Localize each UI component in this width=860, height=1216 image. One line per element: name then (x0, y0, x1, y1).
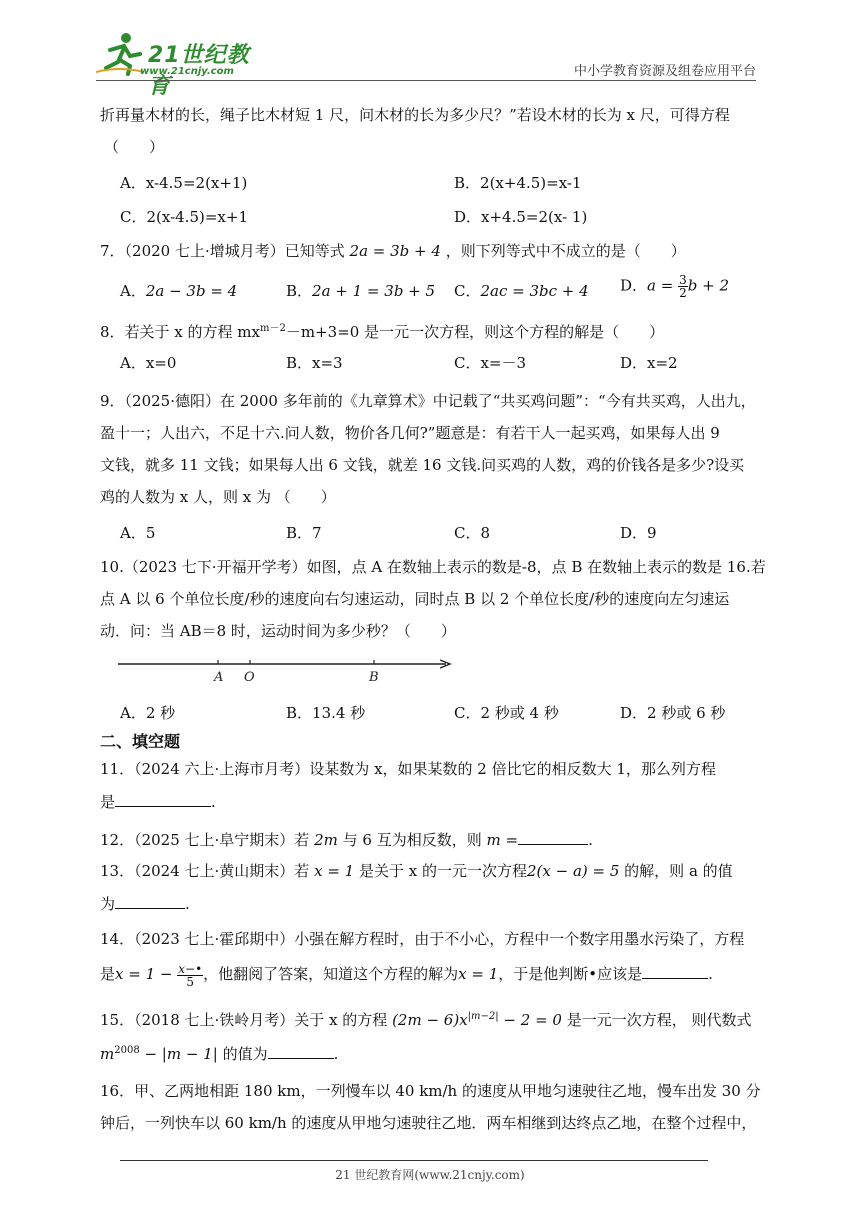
q15-line1 (100, 1006, 752, 1031)
q13-line1 (100, 860, 733, 882)
q14-end: . (708, 965, 713, 983)
q7-d-den: 2 (679, 286, 687, 300)
q9-option-c: C．8 (454, 524, 491, 542)
q10-option-b: B．13.4 秒 (286, 704, 366, 722)
q12-prefix: 12．（2025 七上·阜宁期末）若 (100, 831, 310, 849)
q14-num: x−• (178, 961, 203, 976)
q6-option-d: D．x+4.5=2(x- 1) (454, 208, 588, 226)
label-b: B (369, 670, 379, 685)
q9-line4: 鸡的人数为 x 人，则 x 为 （ ） (100, 488, 336, 506)
label-a: A (214, 670, 224, 685)
q7-b-math: 2a + 1 = 3b + 5 (312, 282, 436, 300)
q16-line2: 钟后，一列快车以 60 km/h 的速度从甲地匀速驶往乙地．两车相继到达终点乙地，在整个过程中， (100, 1114, 757, 1132)
q13-l2-suffix: . (185, 895, 190, 913)
q15-power: 2008 (114, 1045, 140, 1056)
q13-line2 (100, 892, 190, 915)
q12-stem (100, 828, 593, 851)
footer-text: 21 世纪教育网(www.21cnjy.com) (335, 1168, 525, 1182)
runner-logo-icon (96, 30, 144, 76)
q8-text-a: 8．若关于 x 的方程 mx (100, 323, 260, 341)
q6-line1: 折再量木材的长，绳子比木材短 1 尺，问木材的长为多少尺？”若设木材的长为 x 尺，可得方程 (100, 106, 730, 124)
section-title: 二、填空题 (100, 732, 181, 751)
q13-answer-blank[interactable] (115, 892, 185, 909)
number-line-figure (116, 652, 456, 688)
q9-line2: 盈十一；人出六，不足十六.问人数，物价各几何?”题意是：有若干人一起买鸡，如果每人出 9 (100, 424, 720, 442)
q12-suffix: . (588, 831, 593, 849)
q10-option-c: C．2 秒或 4 秒 (454, 704, 559, 722)
q11-line2 (100, 790, 216, 813)
q10-line2: 点 A 以 6 个单位长度/秒的速度向右匀速运动，同时点 B 以 2 个单位长度/秒的速度向左匀速运 (100, 590, 730, 608)
q7-d-num: 3 (679, 273, 687, 287)
q11-answer-blank[interactable] (115, 790, 211, 807)
q9-option-b: B．7 (286, 524, 322, 542)
q7-equation: 2a = 3b + 4 (349, 242, 441, 260)
q14-prefix: 是 (100, 965, 116, 983)
q10-line1: 10.（2023 七下·开福开学考）如图，点 A 在数轴上表示的数是-8，点 B 在数轴上表示的数是 16.若 (100, 558, 766, 576)
q15-eq-b: − 2 = 0 (503, 1011, 562, 1029)
footer-divider (120, 1160, 708, 1161)
q10-line3: 动．问：当 AB＝8 时，运动时间为多少秒？（ ） (100, 622, 456, 640)
site-logo (96, 30, 266, 99)
q10-option-d: D．2 秒或 6 秒 (620, 704, 726, 722)
page-header (0, 0, 860, 99)
logo-title: 21世纪教育 (148, 43, 250, 99)
q8-exp-rest: －2 (269, 323, 286, 334)
q13-mid: 是关于 x 的一元一次方程 (358, 862, 527, 880)
q9-line3: 文钱，就多 11 文钱；如果每人出 6 文钱，就差 16 文钱.问买鸡的人数，鸡的价钱各是多少?设买 (100, 456, 745, 474)
q14-line2 (100, 962, 713, 988)
q13-prefix: 13．（2024 七上·黄山期末）若 (100, 862, 310, 880)
q8-exp-m: m (260, 323, 270, 334)
q15-rest: − |m − 1| (144, 1045, 218, 1063)
q16-line1: 16．甲、乙两地相距 180 km，一列慢车以 40 km/h 的速度从甲地匀速驶往乙地，慢车出发 30 分 (100, 1082, 761, 1100)
q14-x: x = 1 (458, 965, 499, 983)
q7-option-c (454, 280, 589, 302)
q14-suffix: ，于是他判断•应该是 (498, 965, 643, 983)
q15-prefix: 15．（2018 七上·铁岭月考）关于 x 的方程 (100, 1011, 388, 1029)
q8-option-d: D．x=2 (620, 354, 678, 372)
q12-2m: 2m (314, 831, 338, 849)
q7-prefix: 7．（2020 七上·增城月考）已知等式 (100, 242, 345, 260)
q7-stem (100, 240, 686, 262)
q13-l2-prefix: 为 (100, 895, 116, 913)
q15-eq-a: (2m − 6)x (392, 1011, 468, 1029)
q7-option-d (620, 274, 729, 299)
logo-url: www.21cnjy.com (140, 66, 234, 77)
q15-exp: |m−2| (467, 1011, 499, 1022)
q8-text-b: －m+3=0 是一元一次方程，则这个方程的解是（ ） (285, 323, 665, 341)
q15-answer-blank[interactable] (268, 1042, 334, 1059)
q10-option-a: A．2 秒 (120, 704, 176, 722)
q8-option-a: A．x=0 (120, 354, 177, 372)
q7-d-rest: b + 2 (687, 276, 729, 295)
q12-answer-blank[interactable] (518, 828, 588, 845)
platform-name: 中小学教育资源及组卷应用平台 (573, 64, 756, 79)
q15-text: 的值为 (222, 1045, 268, 1063)
q12-m-eq: m = (486, 831, 519, 849)
q14-den: 5 (186, 974, 195, 989)
q15-suffix: 是一元一次方程， 则代数式 (566, 1011, 752, 1029)
q7-suffix: ，则下列等式中不成立的是（ ） (445, 242, 686, 260)
q7-d-a: a = (647, 276, 674, 295)
q12-mid: 与 6 互为相反数，则 (342, 831, 482, 849)
q7-b-label: B． (286, 282, 313, 300)
q14-answer-blank[interactable] (642, 962, 708, 979)
q11-line1: 11．（2024 六上·上海市月考）设某数为 x，如果某数的 2 倍比它的相反数大 1，那么列方程 (100, 760, 716, 778)
q15-line2 (100, 1040, 338, 1065)
header-divider (96, 80, 756, 81)
q7-a-math: 2a − 3b = 4 (145, 282, 238, 300)
q6-line2: （ ） (104, 138, 165, 156)
q14-eq: x = 1 − (115, 965, 173, 983)
q9-line1: 9．（2025·德阳）在 2000 多年前的《九章算术》中记载了“共买鸡问题”：“今有共买鸡，人出九， (100, 392, 756, 410)
q9-option-a: A．5 (120, 524, 156, 542)
q13-eq: 2(x − a) = 5 (526, 862, 620, 880)
q7-c-label: C． (454, 282, 481, 300)
q14-mid: ，他翻阅了答案，知道这个方程的解为 (203, 965, 459, 983)
q7-a-label: A． (120, 282, 146, 300)
q15-end: . (333, 1045, 339, 1063)
q7-d-fraction (678, 274, 688, 299)
q7-c-math: 2ac = 3bc + 4 (480, 282, 589, 300)
q15-m: m (100, 1045, 115, 1063)
q7-option-a (120, 280, 237, 302)
q14-line1: 14．（2023 七上·霍邱期中）小强在解方程时，由于不小心，方程中一个数字用墨水污染了，方程 (100, 930, 745, 948)
q13-x1: x = 1 (314, 862, 355, 880)
q14-fraction (177, 963, 203, 988)
label-o: O (244, 670, 255, 685)
q7-option-b (286, 280, 435, 302)
q7-d-label: D． (620, 276, 648, 295)
q8-stem (100, 318, 664, 343)
q6-option-b: B．2(x+4.5)=x-1 (454, 174, 582, 192)
q13-suffix: 的解，则 a 的值 (624, 862, 733, 880)
q11-prefix: 是 (100, 793, 116, 811)
q6-option-a: A．x-4.5=2(x+1) (120, 174, 248, 192)
q8-option-b: B．x=3 (286, 354, 343, 372)
q11-suffix: . (211, 793, 216, 811)
q9-option-d: D．9 (620, 524, 657, 542)
q8-option-c: C．x=－3 (454, 354, 527, 372)
q6-option-c: C．2(x-4.5)=x+1 (120, 208, 248, 226)
